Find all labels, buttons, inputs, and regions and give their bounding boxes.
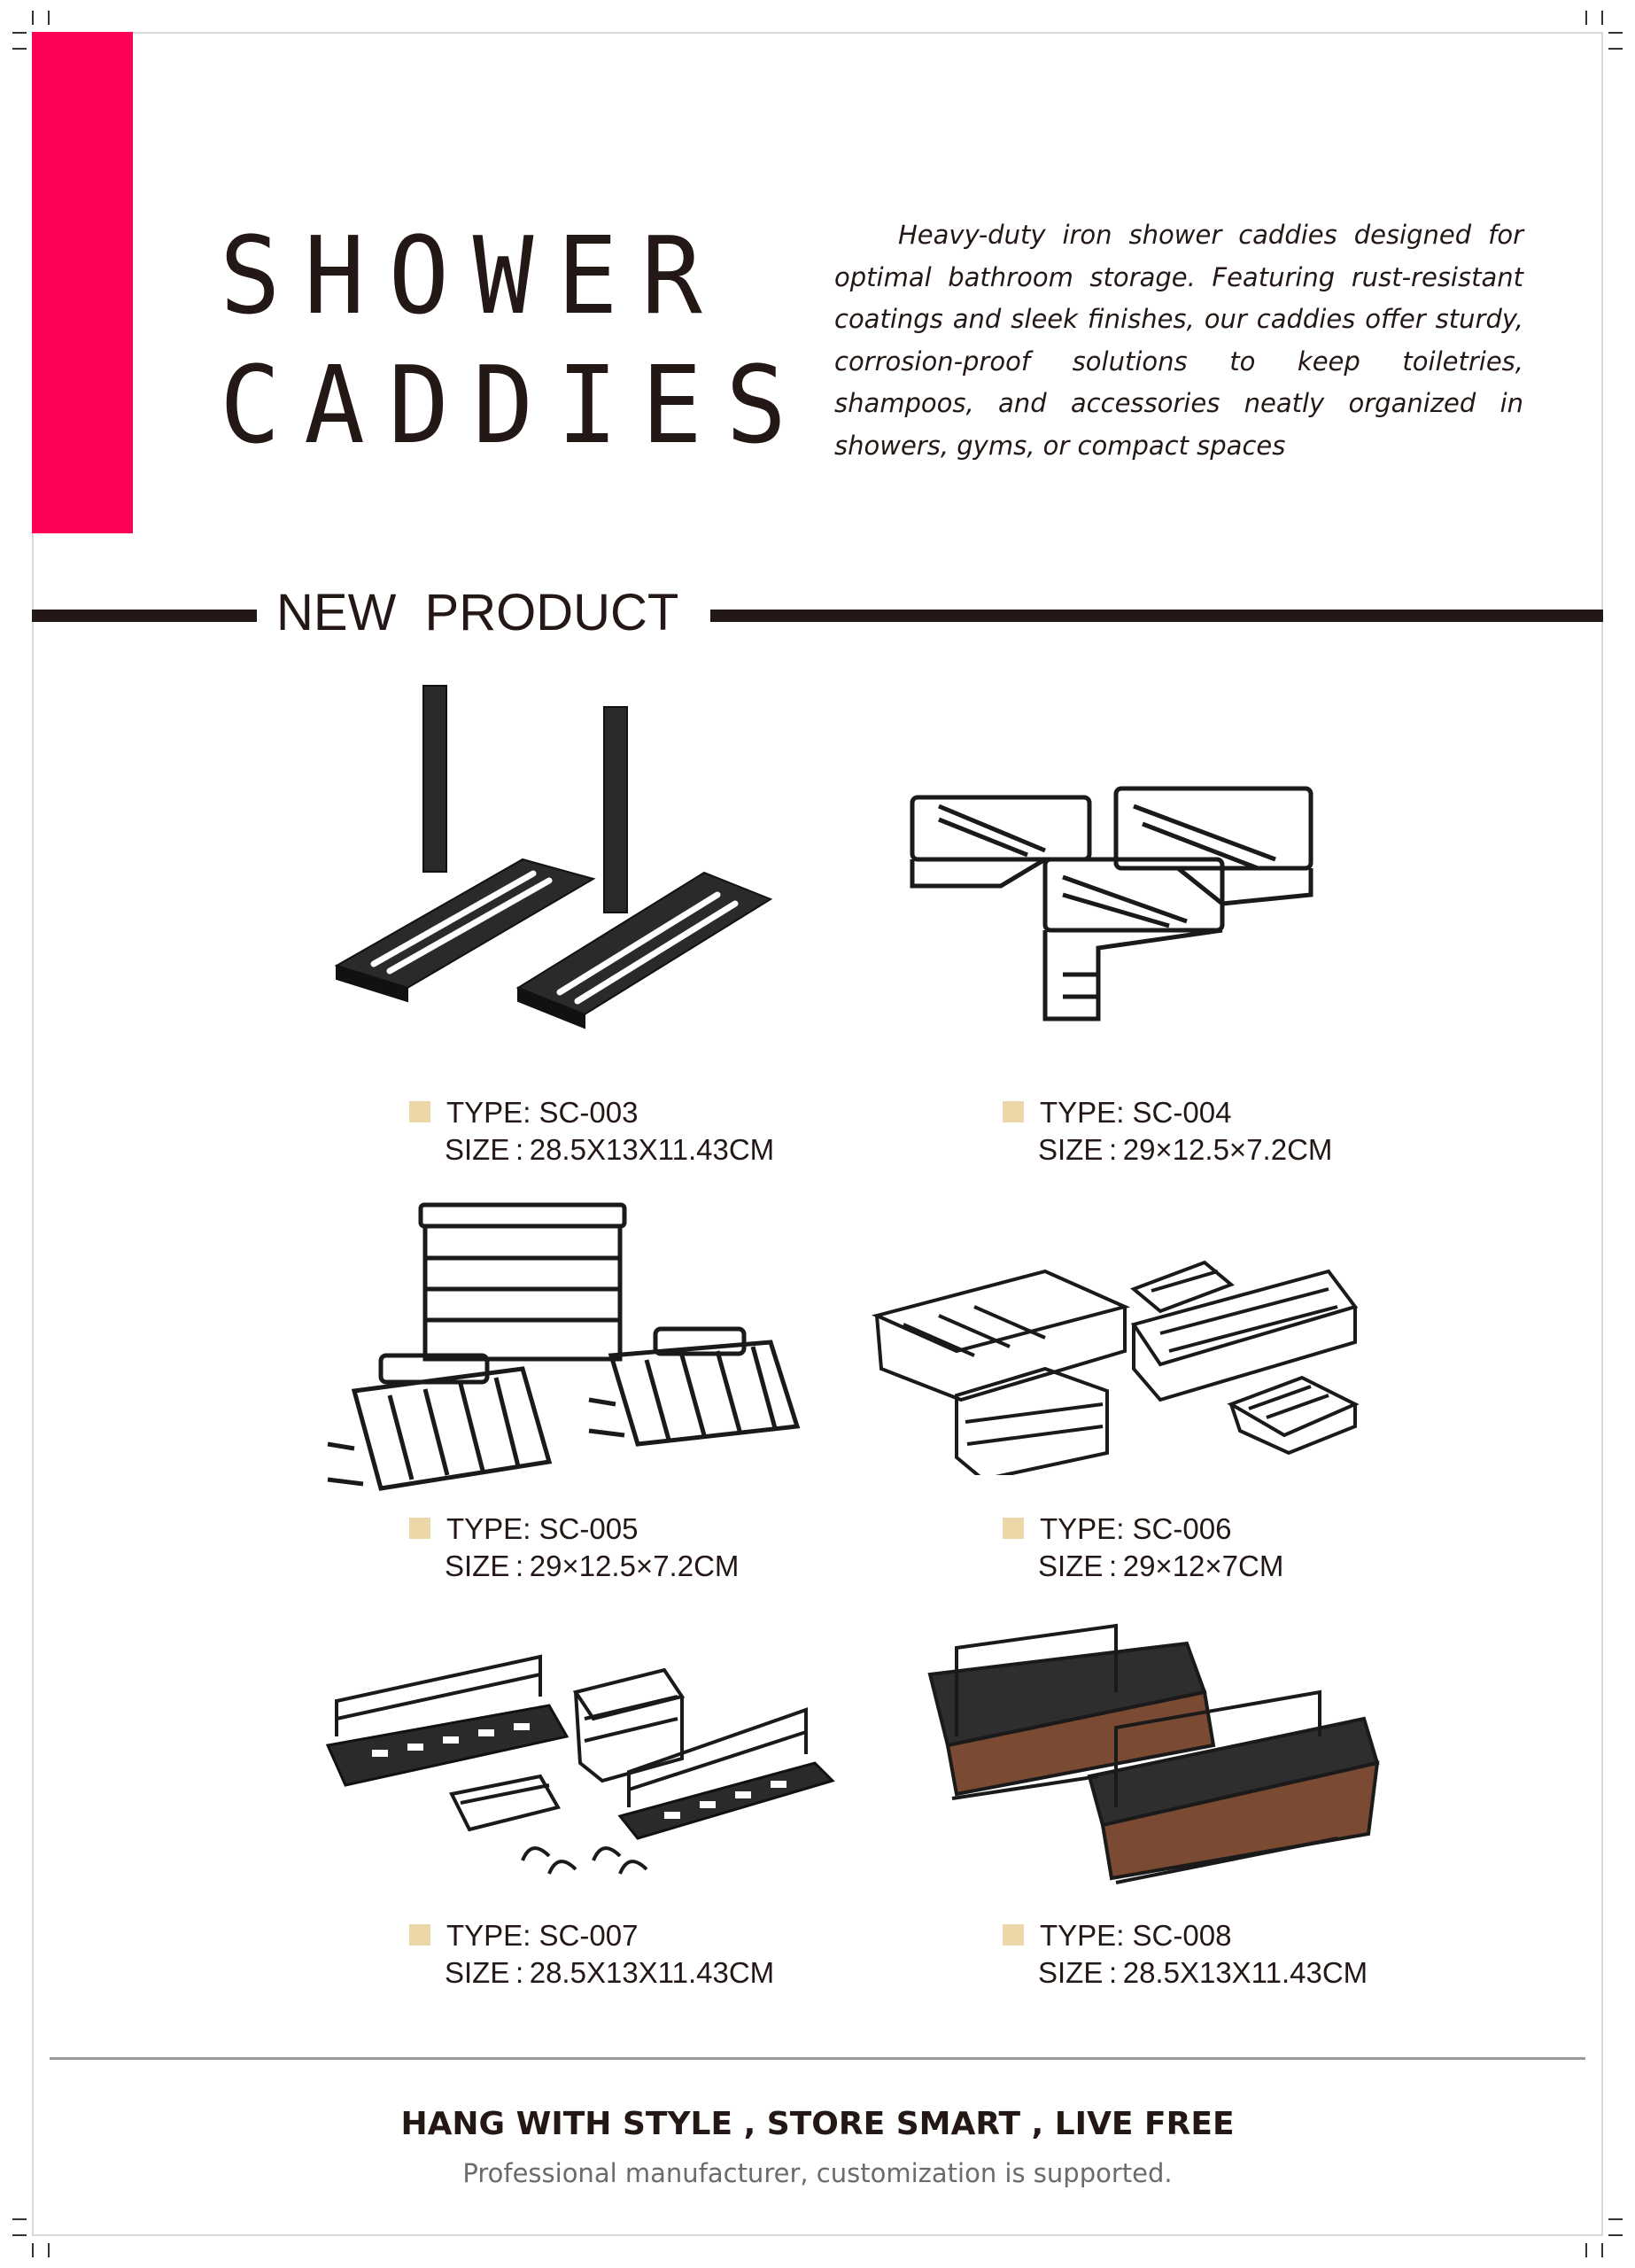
crop-mark: [1608, 32, 1623, 34]
crop-mark: [1585, 2243, 1587, 2257]
title-line-1: SHOWER: [220, 215, 726, 338]
product-caption-sc-003: [409, 1094, 781, 1174]
product-caption-sc-006: [1003, 1511, 1375, 1590]
product-size: SIZE : 28.5X13X11.43CM: [1038, 1956, 1368, 1989]
intro-description: Heavy-duty iron shower caddies designed for optimal bathroom storage. Featuring rust-resistant coatings and sleek finishes, our caddies offer sturdy, corrosion-proof solutions to keep toiletries, shampoos, and accessories neatly organized in showers, gyms, or compact spaces: [834, 220, 1523, 461]
product-image-sc-005: [319, 1196, 815, 1497]
footer-subline: Professional manufacturer, customization is supported.: [462, 2158, 1173, 2188]
crop-mark: [48, 11, 50, 25]
product-size: SIZE : 29×12.5×7.2CM: [1038, 1133, 1333, 1166]
product-size: SIZE : 28.5X13X11.43CM: [445, 1133, 775, 1166]
product-type: TYPE: SC-004: [1040, 1096, 1232, 1129]
product-caption-sc-004: [1003, 1094, 1375, 1174]
product-type: TYPE: SC-006: [1040, 1512, 1232, 1545]
product-caption-sc-007: [409, 1917, 781, 1997]
product-type: TYPE: SC-007: [446, 1919, 639, 1952]
product-type: TYPE: SC-003: [446, 1096, 639, 1129]
product-type: TYPE: SC-005: [446, 1512, 639, 1545]
crop-mark: [1585, 11, 1587, 25]
crop-mark: [32, 11, 34, 25]
product-image-sc-004: [886, 771, 1373, 1045]
crop-mark: [12, 2234, 27, 2236]
bullet-square: [1003, 1924, 1024, 1946]
page-title: [220, 213, 810, 471]
crop-mark: [1608, 2218, 1623, 2220]
bullet-square: [409, 1101, 430, 1122]
accent-bar: [32, 32, 133, 533]
bullet-square: [409, 1518, 430, 1539]
bullet-square: [409, 1924, 430, 1946]
crop-mark: [12, 32, 27, 34]
product-image-sc-007: [319, 1648, 841, 1905]
section-rule-right: [710, 610, 1603, 622]
crop-mark: [1601, 11, 1603, 25]
section-heading: NEW PRODUCT: [276, 584, 679, 641]
product-image-sc-003: [328, 673, 779, 1045]
product-size: SIZE : 29×12×7CM: [1038, 1550, 1284, 1582]
crop-mark: [12, 48, 27, 50]
crop-mark: [12, 2218, 27, 2220]
crop-mark: [1608, 2234, 1623, 2236]
bullet-square: [1003, 1101, 1024, 1122]
crop-mark: [48, 2243, 50, 2257]
product-caption-sc-005: [409, 1511, 781, 1590]
product-size: SIZE : 29×12.5×7.2CM: [445, 1550, 740, 1582]
title-line-2: CADDIES: [220, 345, 810, 468]
product-size: SIZE : 28.5X13X11.43CM: [445, 1956, 775, 1989]
footer-rule: [50, 2057, 1585, 2060]
bullet-square: [1003, 1518, 1024, 1539]
section-rule-left: [32, 610, 257, 622]
product-type: TYPE: SC-008: [1040, 1919, 1232, 1952]
product-image-sc-006: [868, 1236, 1364, 1475]
product-caption-sc-008: [1003, 1917, 1375, 1997]
crop-mark: [1601, 2243, 1603, 2257]
footer-slogan: HANG WITH STYLE , STORE SMART , LIVE FREE: [400, 2106, 1235, 2142]
crop-mark: [1608, 48, 1623, 50]
crop-mark: [32, 2243, 34, 2257]
product-image-sc-008: [921, 1621, 1382, 1887]
